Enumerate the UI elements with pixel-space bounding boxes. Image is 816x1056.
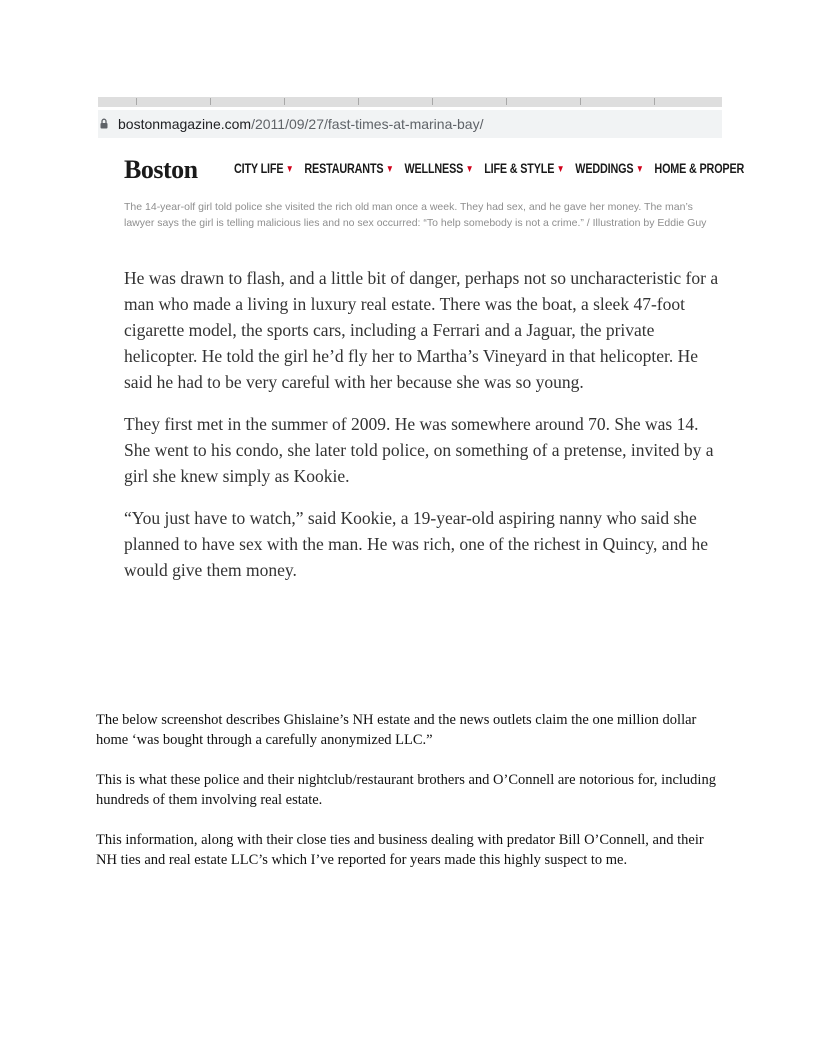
nav-item-home-property[interactable]: HOME & PROPER [654,161,745,176]
embedded-screenshot [98,97,745,617]
document-body [96,710,728,890]
caret-down-icon: ▼ [556,164,565,175]
url-path: /2011/09/27/fast-times-at-marina-bay/ [251,116,484,132]
caret-down-icon: ▼ [285,164,294,175]
site-nav [98,155,745,185]
url-domain: bostonmagazine.com [118,116,252,132]
nav-item-life-style[interactable]: LIFE & STYLE ▼ [484,161,565,176]
nav-item-restaurants[interactable]: RESTAURANTS ▼ [304,161,394,176]
nav-item-weddings[interactable]: WEDDINGS ▼ [575,161,644,176]
article-body [124,265,724,599]
article-paragraph: “You just have to watch,” said Kookie, a 19-year-old aspiring nanny who said she planned to have sex with the man. He was rich, one of the richest in Quincy, and he would give them money. [124,508,708,580]
article-paragraph: They first met in the summer of 2009. He was somewhere around 70. She was 14. She went to his condo, she later told police, on something of a pretense, invited by a girl she knew simply as Kookie. [124,414,714,486]
caret-down-icon: ▼ [465,164,474,175]
article-paragraph: He was drawn to flash, and a little bit of danger, perhaps not so uncharacteristic for a man who made a living in luxury real estate. There was the boat, a sleek 47-foot cigarette model, the sports cars, including a Ferrari and a Jaguar, the private helicopter. He told the girl he’d fly her to Martha’s Vineyard in that helicopter. He said he had to be very careful with her because she was so young. [124,268,719,392]
document-paragraph: This information, along with their close ties and business dealing with predator Bill O’Connell, and their NH ties and real estate LLC’s which I’ve reported for years made this highly suspect to me. [96,832,704,868]
nav-menu [234,161,752,176]
nav-item-wellness[interactable]: WELLNESS ▼ [404,161,474,176]
document-paragraph: The below screenshot describes Ghislaine’s NH estate and the news outlets claim the one million dollar home ‘was bought through a carefully anonymized LLC.” [96,712,697,748]
caret-down-icon: ▼ [385,164,394,175]
image-caption: The 14-year-olf girl told police she visited the rich old man once a week. They had sex, and he gave her money. The man’s lawyer says the girl is telling malicious lies and no sex occurred: “To help somebody is not a crime.” / Illustration by Eddie Guy [124,201,707,229]
nav-item-city-life[interactable]: CITY LIFE ▼ [234,161,294,176]
document-paragraph: This is what these police and their nightclub/restaurant brothers and O’Connell are notorious for, including hundreds of them involving real estate. [96,772,716,808]
lock-icon [100,118,108,129]
address-bar[interactable] [98,110,722,138]
site-logo[interactable]: Boston [124,155,198,184]
caret-down-icon: ▼ [635,164,644,175]
url-text[interactable] [118,116,483,132]
browser-tab-strip [98,97,722,107]
